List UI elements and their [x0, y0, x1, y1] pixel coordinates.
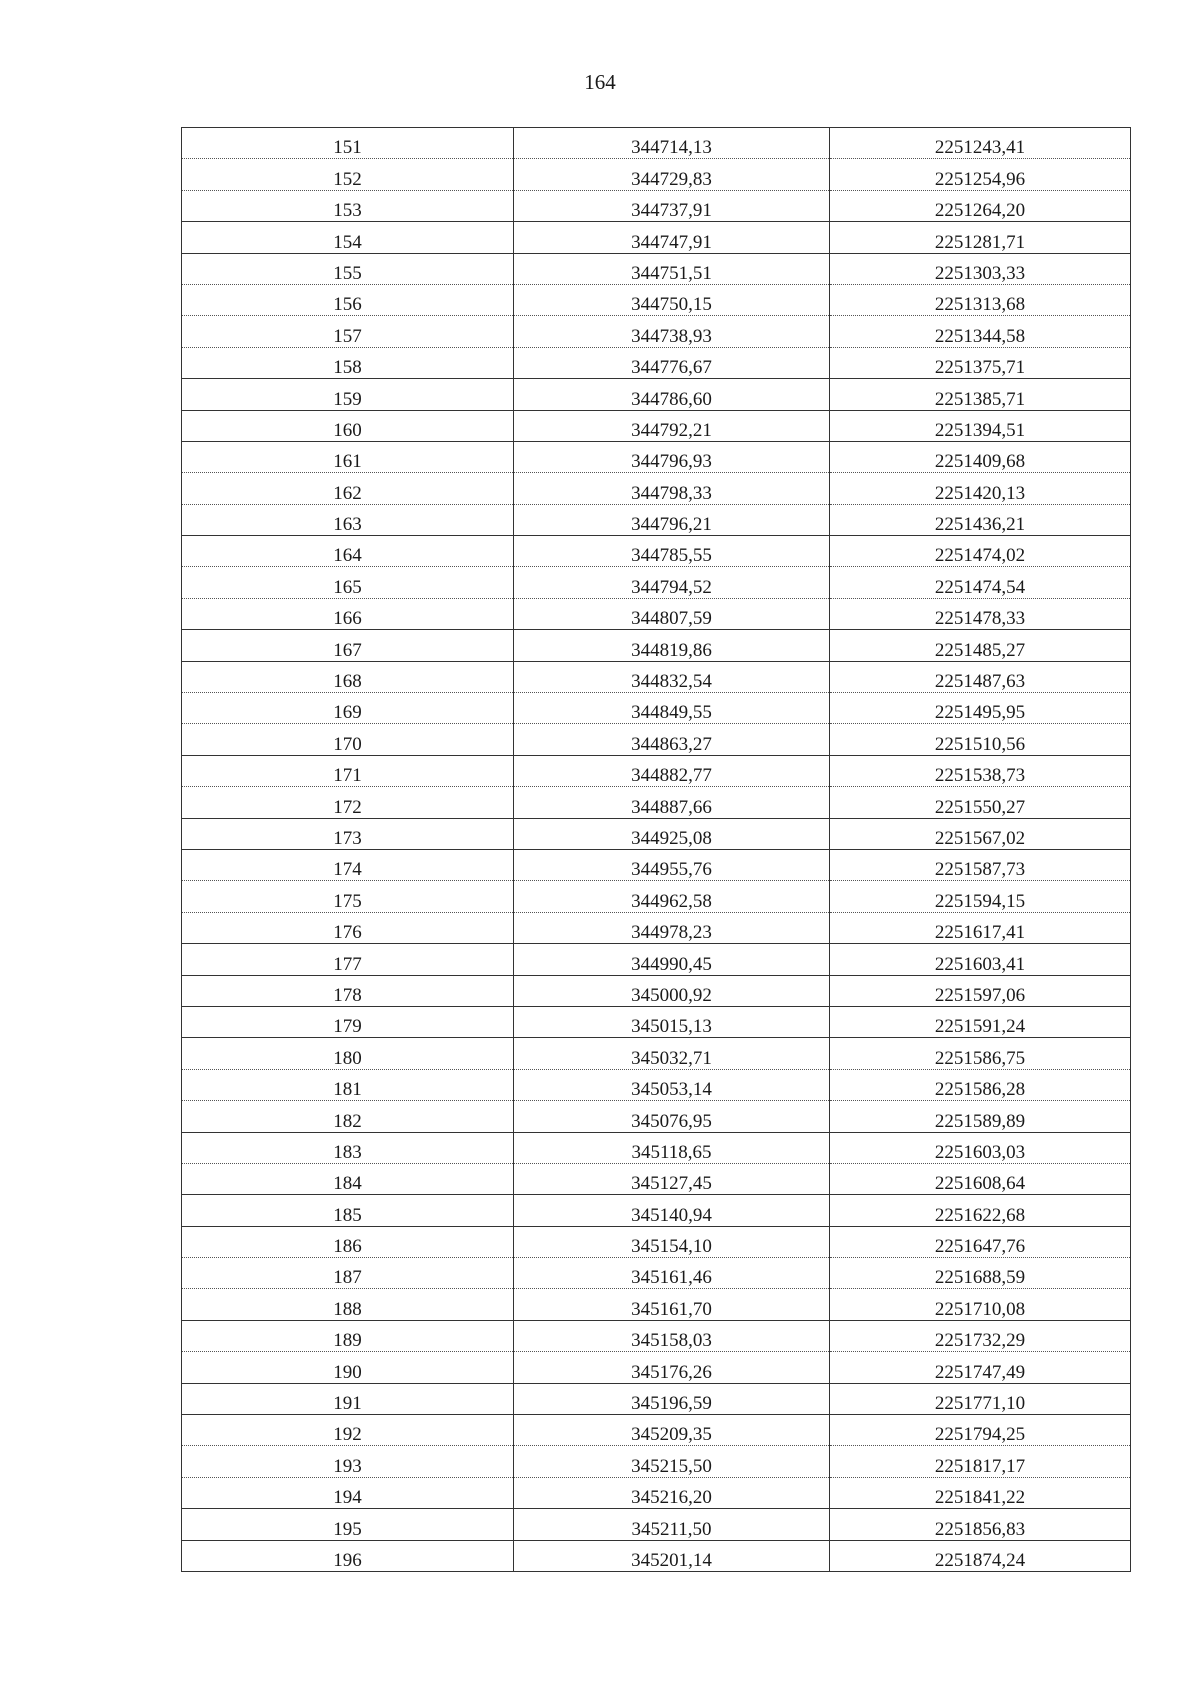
x-coordinate-cell: 344750,15 [514, 284, 830, 315]
table-row [182, 504, 1131, 535]
y-coordinate-cell: 2251243,41 [830, 128, 1131, 159]
table-row [182, 284, 1131, 315]
x-coordinate-cell: 345211,50 [514, 1509, 830, 1540]
x-coordinate-cell: 344751,51 [514, 253, 830, 284]
y-coordinate-cell: 2251608,64 [830, 1163, 1131, 1194]
y-coordinate-cell: 2251538,73 [830, 755, 1131, 786]
table-row [182, 661, 1131, 692]
x-coordinate-cell: 344785,55 [514, 536, 830, 567]
y-coordinate-cell: 2251474,54 [830, 567, 1131, 598]
point-number-cell: 186 [182, 1226, 514, 1257]
table-row [182, 598, 1131, 629]
y-coordinate-cell: 2251254,96 [830, 159, 1131, 190]
y-coordinate-cell: 2251586,28 [830, 1069, 1131, 1100]
point-number-cell: 173 [182, 818, 514, 849]
y-coordinate-cell: 2251747,49 [830, 1352, 1131, 1383]
point-number-cell: 179 [182, 1006, 514, 1037]
table-row [182, 316, 1131, 347]
y-coordinate-cell: 2251264,20 [830, 190, 1131, 221]
table-row [182, 787, 1131, 818]
y-coordinate-cell: 2251688,59 [830, 1258, 1131, 1289]
point-number-cell: 164 [182, 536, 514, 567]
table-row [182, 1069, 1131, 1100]
x-coordinate-cell: 345196,59 [514, 1383, 830, 1414]
point-number-cell: 189 [182, 1320, 514, 1351]
table-row [182, 881, 1131, 912]
x-coordinate-cell: 345216,20 [514, 1477, 830, 1508]
x-coordinate-cell: 344798,33 [514, 473, 830, 504]
point-number-cell: 190 [182, 1352, 514, 1383]
table-row [182, 1477, 1131, 1508]
y-coordinate-cell: 2251375,71 [830, 347, 1131, 378]
table-row [182, 1415, 1131, 1446]
point-number-cell: 183 [182, 1132, 514, 1163]
x-coordinate-cell: 345032,71 [514, 1038, 830, 1069]
y-coordinate-cell: 2251622,68 [830, 1195, 1131, 1226]
table-row [182, 1226, 1131, 1257]
table-row [182, 379, 1131, 410]
x-coordinate-cell: 344962,58 [514, 881, 830, 912]
table-row [182, 473, 1131, 504]
y-coordinate-cell: 2251436,21 [830, 504, 1131, 535]
point-number-cell: 178 [182, 975, 514, 1006]
point-number-cell: 153 [182, 190, 514, 221]
y-coordinate-cell: 2251597,06 [830, 975, 1131, 1006]
table-row [182, 222, 1131, 253]
x-coordinate-cell: 344786,60 [514, 379, 830, 410]
x-coordinate-cell: 344729,83 [514, 159, 830, 190]
table-row [182, 159, 1131, 190]
table-row [182, 347, 1131, 378]
point-number-cell: 166 [182, 598, 514, 629]
y-coordinate-cell: 2251281,71 [830, 222, 1131, 253]
y-coordinate-cell: 2251617,41 [830, 912, 1131, 943]
x-coordinate-cell: 344832,54 [514, 661, 830, 692]
point-number-cell: 165 [182, 567, 514, 598]
coordinates-table-body [182, 128, 1131, 1572]
point-number-cell: 172 [182, 787, 514, 818]
y-coordinate-cell: 2251874,24 [830, 1540, 1131, 1571]
x-coordinate-cell: 344792,21 [514, 410, 830, 441]
point-number-cell: 174 [182, 849, 514, 880]
x-coordinate-cell: 345201,14 [514, 1540, 830, 1571]
x-coordinate-cell: 345158,03 [514, 1320, 830, 1351]
y-coordinate-cell: 2251794,25 [830, 1415, 1131, 1446]
point-number-cell: 192 [182, 1415, 514, 1446]
point-number-cell: 171 [182, 755, 514, 786]
table-row [182, 536, 1131, 567]
x-coordinate-cell: 344807,59 [514, 598, 830, 629]
x-coordinate-cell: 345000,92 [514, 975, 830, 1006]
point-number-cell: 169 [182, 693, 514, 724]
x-coordinate-cell: 345015,13 [514, 1006, 830, 1037]
y-coordinate-cell: 2251732,29 [830, 1320, 1131, 1351]
page-number: 164 [584, 70, 616, 94]
table-row [182, 724, 1131, 755]
y-coordinate-cell: 2251647,76 [830, 1226, 1131, 1257]
point-number-cell: 184 [182, 1163, 514, 1194]
x-coordinate-cell: 344776,67 [514, 347, 830, 378]
y-coordinate-cell: 2251303,33 [830, 253, 1131, 284]
point-number-cell: 168 [182, 661, 514, 692]
table-row [182, 1352, 1131, 1383]
table-row [182, 1006, 1131, 1037]
table-row [182, 1383, 1131, 1414]
point-number-cell: 182 [182, 1101, 514, 1132]
point-number-cell: 175 [182, 881, 514, 912]
x-coordinate-cell: 345053,14 [514, 1069, 830, 1100]
point-number-cell: 151 [182, 128, 514, 159]
y-coordinate-cell: 2251586,75 [830, 1038, 1131, 1069]
point-number-cell: 170 [182, 724, 514, 755]
table-row [182, 1540, 1131, 1571]
point-number-cell: 158 [182, 347, 514, 378]
y-coordinate-cell: 2251478,33 [830, 598, 1131, 629]
y-coordinate-cell: 2251603,03 [830, 1132, 1131, 1163]
y-coordinate-cell: 2251710,08 [830, 1289, 1131, 1320]
x-coordinate-cell: 344737,91 [514, 190, 830, 221]
point-number-cell: 156 [182, 284, 514, 315]
point-number-cell: 185 [182, 1195, 514, 1226]
point-number-cell: 195 [182, 1509, 514, 1540]
y-coordinate-cell: 2251817,17 [830, 1446, 1131, 1477]
y-coordinate-cell: 2251474,02 [830, 536, 1131, 567]
y-coordinate-cell: 2251589,89 [830, 1101, 1131, 1132]
x-coordinate-cell: 344990,45 [514, 944, 830, 975]
point-number-cell: 176 [182, 912, 514, 943]
x-coordinate-cell: 344714,13 [514, 128, 830, 159]
y-coordinate-cell: 2251313,68 [830, 284, 1131, 315]
point-number-cell: 196 [182, 1540, 514, 1571]
y-coordinate-cell: 2251587,73 [830, 849, 1131, 880]
coordinates-table [181, 127, 1131, 1572]
x-coordinate-cell: 345140,94 [514, 1195, 830, 1226]
y-coordinate-cell: 2251771,10 [830, 1383, 1131, 1414]
point-number-cell: 167 [182, 630, 514, 661]
table-row [182, 128, 1131, 159]
table-row [182, 818, 1131, 849]
point-number-cell: 162 [182, 473, 514, 504]
table-row [182, 1258, 1131, 1289]
y-coordinate-cell: 2251409,68 [830, 441, 1131, 472]
table-row [182, 1101, 1131, 1132]
table-row [182, 630, 1131, 661]
point-number-cell: 161 [182, 441, 514, 472]
point-number-cell: 188 [182, 1289, 514, 1320]
table-row [182, 755, 1131, 786]
x-coordinate-cell: 344978,23 [514, 912, 830, 943]
y-coordinate-cell: 2251487,63 [830, 661, 1131, 692]
table-row [182, 190, 1131, 221]
table-row [182, 944, 1131, 975]
table-row [182, 1446, 1131, 1477]
x-coordinate-cell: 345154,10 [514, 1226, 830, 1257]
y-coordinate-cell: 2251510,56 [830, 724, 1131, 755]
point-number-cell: 180 [182, 1038, 514, 1069]
x-coordinate-cell: 344819,86 [514, 630, 830, 661]
y-coordinate-cell: 2251385,71 [830, 379, 1131, 410]
x-coordinate-cell: 344863,27 [514, 724, 830, 755]
y-coordinate-cell: 2251485,27 [830, 630, 1131, 661]
x-coordinate-cell: 344887,66 [514, 787, 830, 818]
x-coordinate-cell: 344794,52 [514, 567, 830, 598]
table-row [182, 1132, 1131, 1163]
y-coordinate-cell: 2251856,83 [830, 1509, 1131, 1540]
x-coordinate-cell: 345161,46 [514, 1258, 830, 1289]
table-row [182, 912, 1131, 943]
point-number-cell: 181 [182, 1069, 514, 1100]
point-number-cell: 193 [182, 1446, 514, 1477]
table-row [182, 693, 1131, 724]
x-coordinate-cell: 345215,50 [514, 1446, 830, 1477]
x-coordinate-cell: 344738,93 [514, 316, 830, 347]
x-coordinate-cell: 345176,26 [514, 1352, 830, 1383]
point-number-cell: 152 [182, 159, 514, 190]
y-coordinate-cell: 2251344,58 [830, 316, 1131, 347]
table-row [182, 1195, 1131, 1226]
x-coordinate-cell: 345076,95 [514, 1101, 830, 1132]
x-coordinate-cell: 345209,35 [514, 1415, 830, 1446]
point-number-cell: 194 [182, 1477, 514, 1508]
point-number-cell: 155 [182, 253, 514, 284]
x-coordinate-cell: 345127,45 [514, 1163, 830, 1194]
y-coordinate-cell: 2251394,51 [830, 410, 1131, 441]
x-coordinate-cell: 344925,08 [514, 818, 830, 849]
y-coordinate-cell: 2251603,41 [830, 944, 1131, 975]
point-number-cell: 154 [182, 222, 514, 253]
table-row [182, 1289, 1131, 1320]
x-coordinate-cell: 344882,77 [514, 755, 830, 786]
y-coordinate-cell: 2251594,15 [830, 881, 1131, 912]
y-coordinate-cell: 2251591,24 [830, 1006, 1131, 1037]
table-row [182, 849, 1131, 880]
point-number-cell: 191 [182, 1383, 514, 1414]
table-row [182, 1038, 1131, 1069]
table-row [182, 567, 1131, 598]
x-coordinate-cell: 344796,93 [514, 441, 830, 472]
table-row [182, 1320, 1131, 1351]
point-number-cell: 177 [182, 944, 514, 975]
point-number-cell: 159 [182, 379, 514, 410]
table-row [182, 441, 1131, 472]
x-coordinate-cell: 344849,55 [514, 693, 830, 724]
point-number-cell: 163 [182, 504, 514, 535]
table-row [182, 253, 1131, 284]
point-number-cell: 157 [182, 316, 514, 347]
y-coordinate-cell: 2251550,27 [830, 787, 1131, 818]
y-coordinate-cell: 2251495,95 [830, 693, 1131, 724]
table-row [182, 1163, 1131, 1194]
x-coordinate-cell: 345161,70 [514, 1289, 830, 1320]
point-number-cell: 187 [182, 1258, 514, 1289]
y-coordinate-cell: 2251420,13 [830, 473, 1131, 504]
y-coordinate-cell: 2251841,22 [830, 1477, 1131, 1508]
table-row [182, 975, 1131, 1006]
x-coordinate-cell: 344955,76 [514, 849, 830, 880]
table-row [182, 1509, 1131, 1540]
table-row [182, 410, 1131, 441]
x-coordinate-cell: 345118,65 [514, 1132, 830, 1163]
point-number-cell: 160 [182, 410, 514, 441]
y-coordinate-cell: 2251567,02 [830, 818, 1131, 849]
x-coordinate-cell: 344796,21 [514, 504, 830, 535]
x-coordinate-cell: 344747,91 [514, 222, 830, 253]
